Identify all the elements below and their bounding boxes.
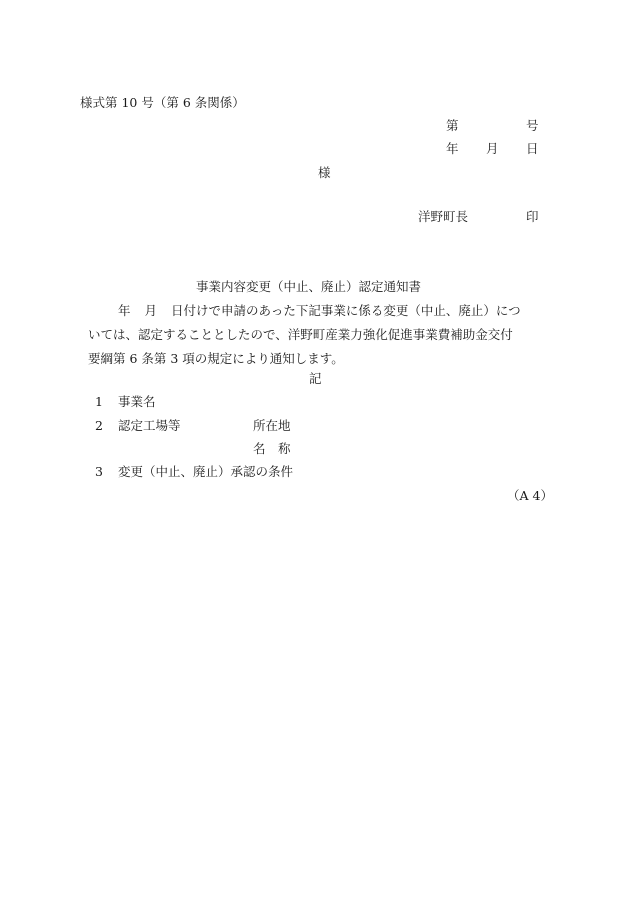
item-number: 1 [95, 394, 103, 409]
body-line-2: いては、認定することとしたので、洋野町産業力強化促進事業費補助金交付 [88, 327, 513, 342]
issuer-name: 洋野町長 [418, 209, 469, 224]
seal-mark: 印 [526, 209, 539, 224]
number-prefix: 第 [446, 118, 459, 133]
sub-label-name: 名 称 [253, 441, 291, 456]
item-number: 2 [95, 418, 103, 433]
ki-heading: 記 [309, 371, 322, 386]
body-line-3: 要綱第 6 条第 3 項の規定により通知します。 [88, 351, 344, 366]
body-line-1-rest: 日付けで申請のあった下記事業に係る変更（中止、廃止）につ [171, 303, 521, 318]
sub-label-location: 所在地 [253, 418, 291, 433]
addressee-suffix: 様 [318, 165, 331, 180]
document-title: 事業内容変更（中止、廃止）認定通知書 [196, 279, 422, 294]
form-identifier: 様式第 10 号（第 6 条関係） [80, 95, 245, 110]
date-month: 月 [486, 141, 499, 156]
body-line-1 [118, 305, 521, 318]
date-day: 日 [526, 141, 539, 156]
item-number: 3 [95, 464, 103, 479]
date-year: 年 [446, 141, 459, 156]
item-label-business-name: 事業名 [118, 394, 156, 409]
item-label-certified-factory: 認定工場等 [118, 418, 181, 433]
body-year: 年 [118, 303, 131, 318]
item-label-conditions: 変更（中止、廃止）承認の条件 [118, 464, 294, 479]
number-suffix: 号 [526, 118, 539, 133]
paper-size-note: （A 4） [507, 488, 553, 503]
body-month: 月 [144, 303, 158, 318]
